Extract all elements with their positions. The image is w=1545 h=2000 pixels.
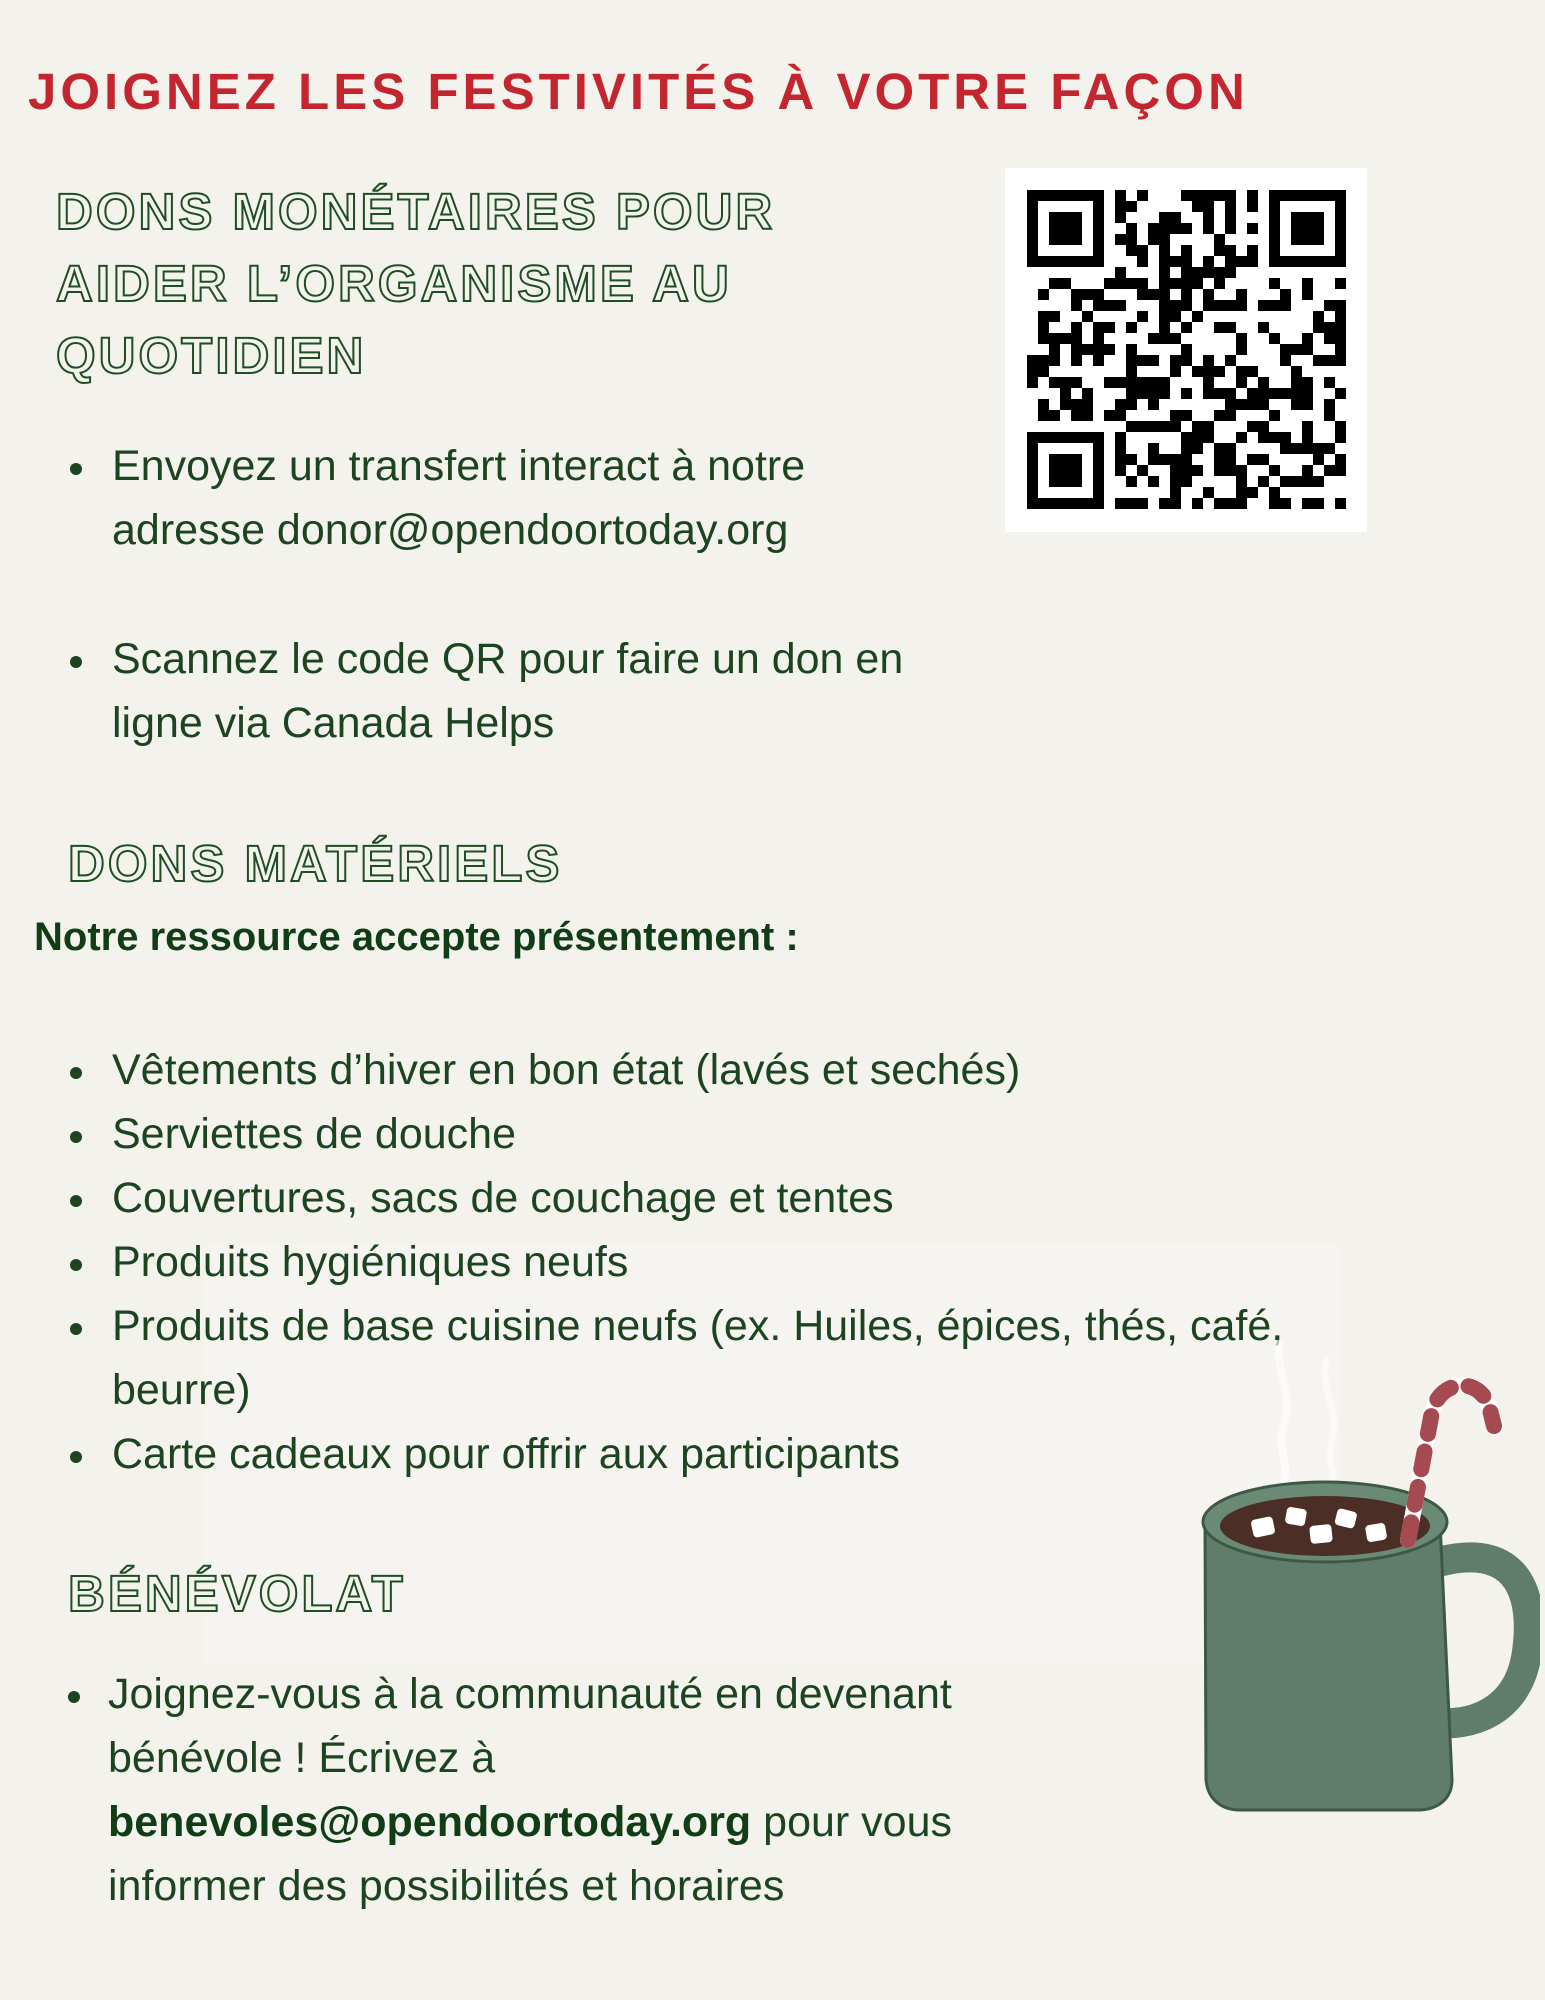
monetary-title-line: AIDER L’ORGANISME AU: [56, 255, 732, 312]
list-item-text: pour vous: [751, 1798, 952, 1846]
bullet-icon: [70, 1259, 82, 1271]
bullet-icon: [70, 463, 82, 475]
list-item: [112, 434, 805, 562]
volunteer-section-title: BÉNÉVOLAT: [68, 1565, 406, 1622]
material-subtitle: Notre ressource accepte présentement :: [34, 915, 799, 959]
volunteer-email-link[interactable]: benevoles@opendoortoday.org: [108, 1798, 752, 1846]
list-item-text: Joignez-vous à la communauté en devenant: [108, 1670, 952, 1718]
list-item: [112, 1166, 894, 1230]
list-item-text: Carte cadeaux pour offrir aux participants: [112, 1430, 900, 1478]
list-item-text: Vêtements d’hiver en bon état (lavés et sechés): [112, 1046, 1021, 1094]
list-item-text: Scannez le code QR pour faire un don en: [112, 635, 904, 683]
list-item: [112, 1102, 516, 1166]
list-item: [112, 1422, 900, 1486]
hot-cocoa-mug-icon: [1170, 1340, 1540, 1830]
monetary-title-line: DONS MONÉTAIRES POUR: [56, 183, 776, 240]
material-section-title: DONS MATÉRIELS: [68, 835, 563, 892]
list-item: [108, 1662, 952, 1918]
monetary-title-line: QUOTIDIEN: [56, 327, 367, 384]
list-item-text: Produits de base cuisine neufs (ex. Huiles, épices, thés, café,: [112, 1302, 1284, 1350]
list-item-text: Couvertures, sacs de couchage et tentes: [112, 1174, 894, 1222]
list-item-text: beurre): [112, 1366, 251, 1414]
list-item-text: Serviettes de douche: [112, 1110, 516, 1158]
bullet-icon: [70, 656, 82, 668]
list-item-text: [108, 1790, 952, 1854]
list-item: [112, 1038, 1020, 1102]
monetary-section-title: [56, 176, 775, 392]
bullet-icon: [70, 1067, 82, 1079]
bullet-icon: [70, 1195, 82, 1207]
list-item-text: adresse donor@opendoortoday.org: [112, 506, 789, 554]
list-item-text: ligne via Canada Helps: [112, 699, 555, 747]
bullet-icon: [70, 1323, 82, 1335]
list-item-text: bénévole ! Écrivez à: [108, 1734, 496, 1782]
list-item: [112, 1230, 628, 1294]
list-item-text: informer des possibilités et horaires: [108, 1862, 785, 1910]
list-item-text: Produits hygiéniques neufs: [112, 1238, 629, 1286]
list-item: [112, 627, 903, 755]
bullet-icon: [68, 1691, 80, 1703]
qr-code-icon: [1005, 168, 1367, 532]
page-title: JOIGNEZ LES FESTIVITÉS À VOTRE FAÇON: [28, 63, 1249, 120]
list-item-text: Envoyez un transfert interact à notre: [112, 442, 806, 490]
bullet-icon: [70, 1451, 82, 1463]
qr-code[interactable]: [1005, 168, 1367, 532]
bullet-icon: [70, 1131, 82, 1143]
list-item: [112, 1294, 1283, 1422]
